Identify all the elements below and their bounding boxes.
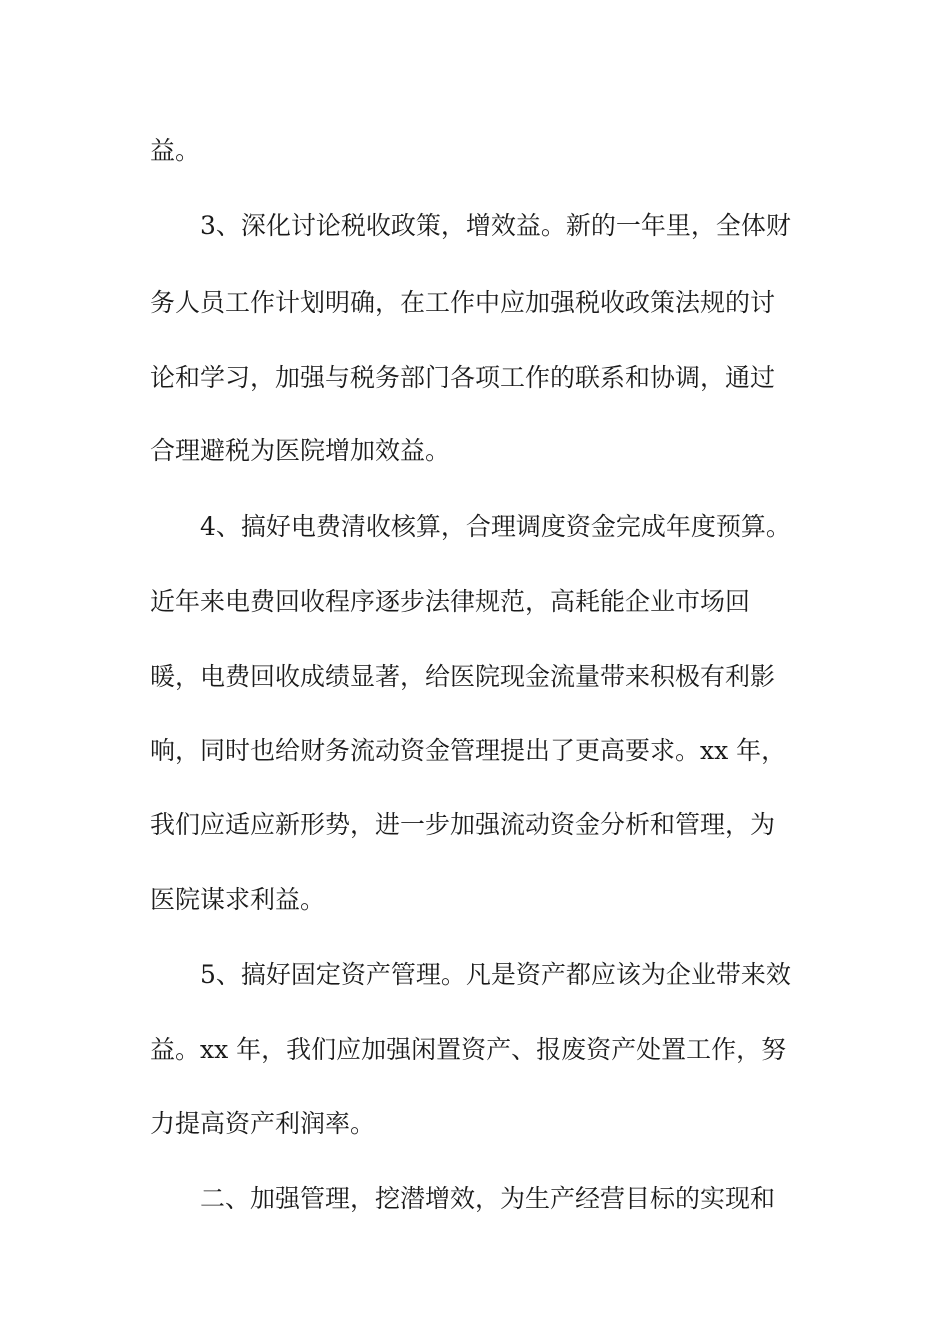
paragraph-4-heading-line: 4、搞好电费清收核算，合理调度资金完成年度预算。	[200, 512, 791, 541]
text-line: 暖，电费回收成绩显著，给医院现金流量带来积极有利影	[150, 662, 776, 691]
text-line: 益。xx 年，我们应加强闲置资产、报废资产处置工作，努	[150, 1035, 787, 1064]
text-line: 医院谋求利益。	[150, 885, 326, 914]
text-line: 近年来电费回收程序逐步法律规范，高耗能企业市场回	[150, 587, 751, 616]
text-line: 合理避税为医院增加效益。	[150, 436, 451, 465]
text-line: 力提高资产利润率。	[150, 1109, 376, 1138]
text-line: 务人员工作计划明确，在工作中应加强税收政策法规的讨	[150, 288, 776, 317]
section-2-heading-line: 二、加强管理，挖潜增效，为生产经营目标的实现和	[200, 1184, 776, 1213]
text-line: 益。	[150, 136, 201, 165]
text-line: 响，同时也给财务流动资金管理提出了更高要求。xx 年，	[150, 736, 787, 765]
text-line: 我们应适应新形势，进一步加强流动资金分析和管理，为	[150, 810, 776, 839]
paragraph-3-heading-line: 3、深化讨论税收政策，增效益。新的一年里，全体财	[200, 211, 791, 240]
paragraph-5-heading-line: 5、搞好固定资产管理。凡是资产都应该为企业带来效	[200, 960, 791, 989]
text-line: 论和学习，加强与税务部门各项工作的联系和协调，通过	[150, 363, 776, 392]
